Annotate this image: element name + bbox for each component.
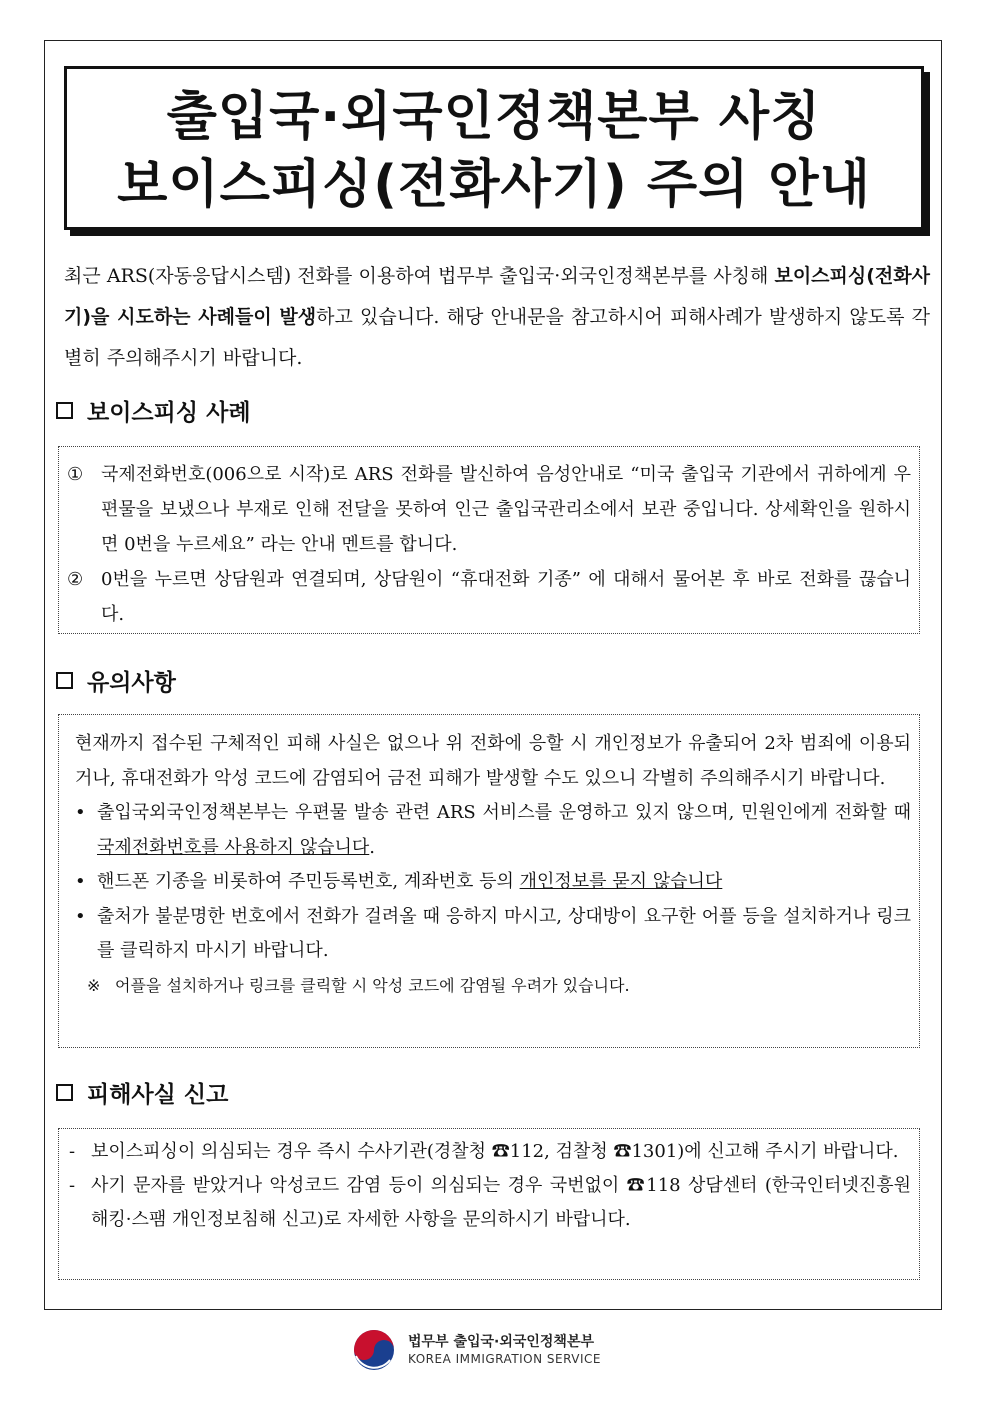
intro-bold-text: 보이스피싱(전화사기)을 시도하는 사례들이 발생 [64, 265, 930, 328]
bullet-icon: • [75, 802, 86, 823]
report-box [58, 1128, 920, 1280]
checkbox-square-icon [56, 1084, 73, 1101]
precaution-note [75, 969, 911, 1004]
bullet-text: 출처가 불분명한 번호에서 전화가 걸려올 때 응하지 마시고, 상대방이 요구한 어플 등을 설치하거나 링크를 클릭하지 마시기 바랍니다. [97, 905, 911, 961]
report-text: 사기 문자를 받았거나 악성코드 감염 등이 의심되는 경우 국번없이 ☎118 상담센터 (한국인터넷진흥원 해킹·스팸 개인정보침해 신고)로 자세한 사항을 문의하시기 바랍니다. [91, 1175, 911, 1230]
case-number: ② [67, 569, 84, 590]
dash-marker: - [69, 1141, 76, 1162]
case-item [67, 562, 911, 632]
org-name-english: KOREA IMMIGRATION SERVICE [408, 1352, 602, 1366]
title-line-1: 출입국·외국인정책본부 사칭 [166, 87, 822, 147]
section-heading-cases [56, 394, 251, 427]
title-box [64, 66, 924, 230]
precaution-bullet: • 출입국외국인정책본부는 우편물 발송 관련 ARS 서비스를 운영하고 있지 않으며, 민원인에게 전화할 때 국제전화번호를 사용하지 않습니다. [75, 796, 911, 865]
document-frame [44, 40, 942, 1310]
section-heading-precautions [56, 664, 176, 697]
section-heading-text: 유의사항 [87, 670, 176, 696]
cases-box [58, 446, 920, 634]
precaution-bullet [75, 900, 911, 969]
underlined-text: 개인정보를 묻지 않습니다 [519, 871, 723, 892]
case-text: 0번을 누르면 상담원과 연결되며, 상담원이 “휴대전화 기종” 에 대해서 물어본 후 바로 전화를 끊습니다. [101, 569, 911, 625]
bullet-icon: • [75, 905, 86, 927]
bullet-icon: • [75, 871, 86, 892]
intro-text-2: 하고 있습니다. 해당 안내문을 참고하시어 피해사례가 발생하지 않도록 각별히 주의해주시기 바랍니다. [64, 306, 931, 369]
checkbox-square-icon [56, 402, 73, 419]
precautions-box [58, 714, 920, 1048]
bullet-text: 핸드폰 기종을 비롯하여 주민등록번호, 계좌번호 등의 [97, 871, 520, 892]
dash-marker: - [69, 1175, 76, 1196]
underlined-text: 국제전화번호를 사용하지 않습니다 [97, 836, 370, 858]
report-item [69, 1169, 911, 1237]
case-number: ① [67, 464, 84, 485]
case-item [67, 457, 911, 562]
org-name-korean: 법무부 출입국·외국인정책본부 [408, 1334, 595, 1350]
note-mark-icon: ※ [87, 975, 101, 995]
note-text: 어플을 설치하거나 링크를 클릭할 시 악성 코드에 감염될 우려가 있습니다. [115, 975, 630, 995]
report-text: 보이스피싱이 의심되는 경우 즉시 수사기관(경찰청 ☎112, 검찰청 ☎1301)에 신고해 주시기 바랍니다. [91, 1141, 899, 1162]
checkbox-square-icon [56, 672, 73, 689]
case-text: 국제전화번호(006으로 시작)로 ARS 전화를 발신하여 음성안내로 “미국 출입국 기관에서 귀하에게 우편물을 보냈으나 부재로 인해 전달을 못하여 인근 출입국관리소에서 보관 중입니다. 상세확인을 원하시면 0번을 누르세요” 라는 안내 멘트를 합니다. [101, 464, 911, 555]
bullet-text: 출입국외국인정책본부는 우편물 발송 관련 ARS 서비스를 운영하고 있지 않으며, 민원인에게 전화할 때 [97, 802, 911, 823]
footer-logo [350, 1326, 601, 1374]
section-heading-report [56, 1076, 228, 1109]
intro-text-1: 최근 ARS(자동응답시스템) 전화를 이용하여 법무부 출입국·외국인정책본부를 사칭해 [64, 265, 775, 287]
report-item [69, 1135, 911, 1169]
section-heading-text: 보이스피싱 사례 [87, 400, 251, 426]
section-heading-text: 피해사실 신고 [87, 1082, 229, 1108]
intro-paragraph [64, 256, 930, 379]
taegeuk-emblem-icon [350, 1326, 398, 1374]
title-line-2: 보이스피싱(전화사기) 주의 안내 [117, 155, 871, 215]
precaution-bullet [75, 865, 911, 900]
precautions-lead: 현재까지 접수된 구체적인 피해 사실은 없으나 위 전화에 응할 시 개인정보가 유출되어 2차 범죄에 이용되거나, 휴대전화가 악성 코드에 감염되어 금전 피해가 발생할 수도 있으니 각별히 주의해주시기 바랍니다. [75, 733, 911, 789]
